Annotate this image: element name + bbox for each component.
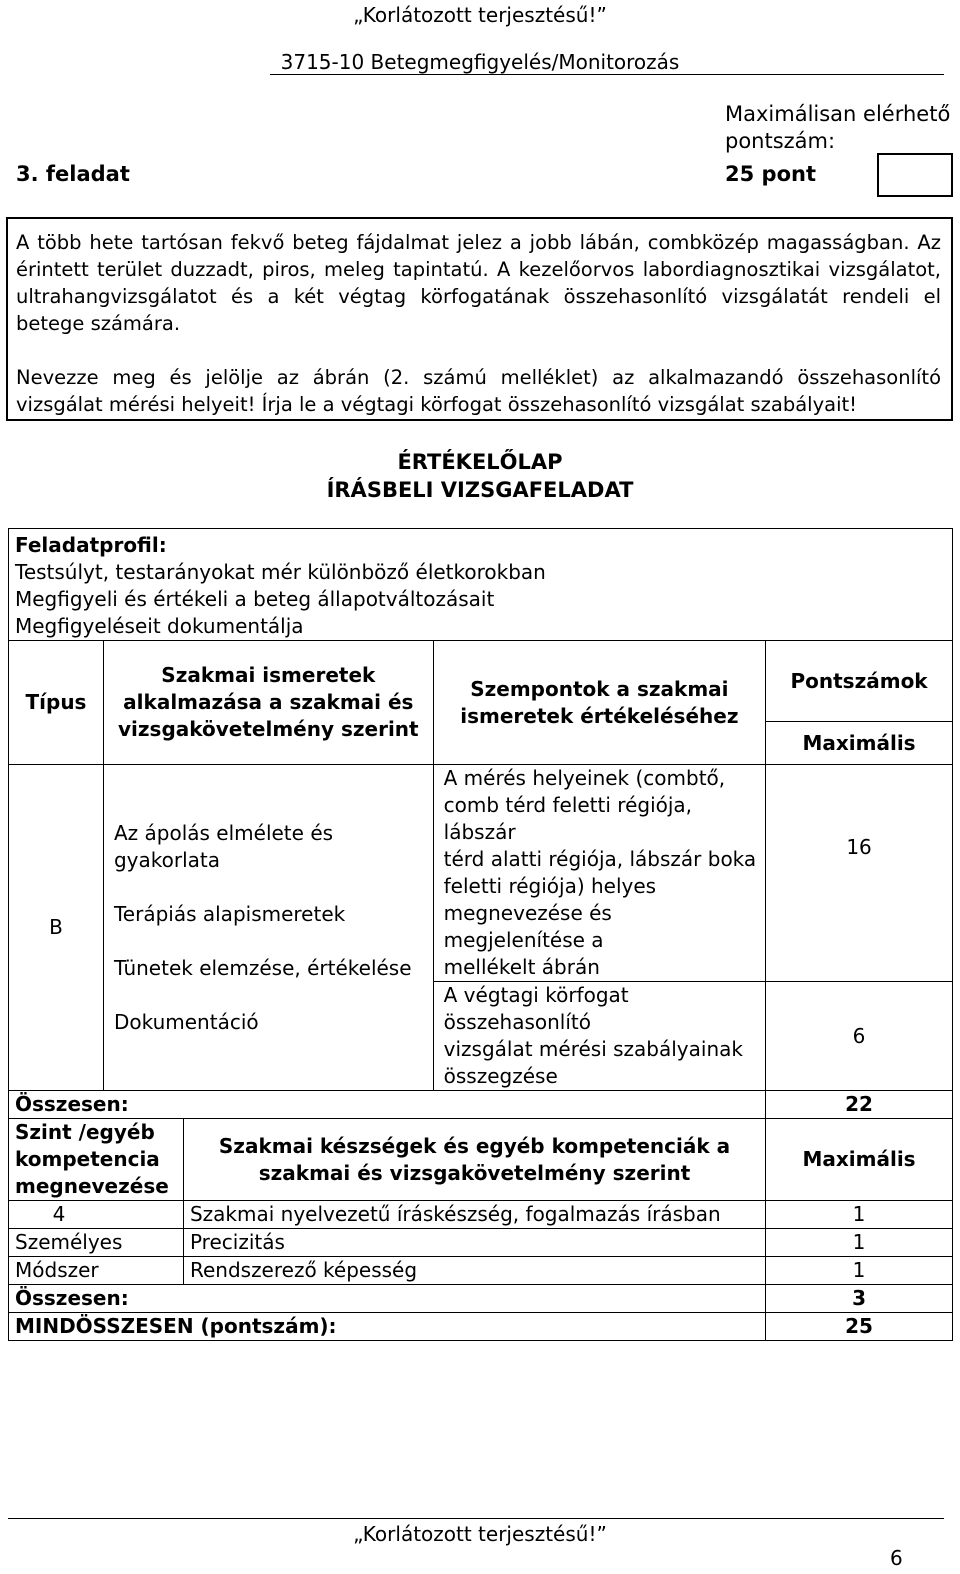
desc-line: érintett terület duzzadt, piros, meleg tapintatú. A kezelőorvos labordiagnosztikai vizsgálatot, xyxy=(16,258,941,281)
profile-row xyxy=(9,529,953,641)
skill-level: Személyes xyxy=(9,1229,184,1257)
criteria-line: comb térd feletti régiója, lábszár xyxy=(443,793,693,844)
skills-col2-line: szakmai és vizsgakövetelmény szerint xyxy=(258,1160,691,1185)
col-knowledge-line: alkalmazása a szakmai és xyxy=(123,690,414,714)
skills-col1-header xyxy=(9,1119,184,1201)
total-row-2 xyxy=(9,1285,953,1313)
skills-row xyxy=(9,1229,953,1257)
col-knowledge-header xyxy=(103,641,433,765)
task-description xyxy=(16,229,941,418)
col-criteria-header xyxy=(433,641,765,765)
skills-col3-header: Maximális xyxy=(766,1119,953,1201)
max-label-line1: Maximálisan elérhető xyxy=(725,102,951,126)
desc-line: ultrahangvizsgálatot és a két végtag körfogatának összehasonlító vizsgálatát rendeli el xyxy=(16,285,941,308)
knowledge-item: Tünetek elemzése, értékelése xyxy=(113,955,412,980)
grand-total-row xyxy=(9,1313,953,1341)
col-type-header: Típus xyxy=(9,641,104,765)
restricted-header: „Korlátozott terjesztésű!” xyxy=(353,3,607,27)
col-max-header: Maximális xyxy=(766,722,953,765)
knowledge-item: Az ápolás elmélete és xyxy=(113,820,334,845)
skill-name: Precizitás xyxy=(183,1229,765,1257)
footer-rule xyxy=(8,1518,944,1519)
criteria-line: mellékelt ábrán xyxy=(443,955,600,979)
header-rule xyxy=(270,74,944,75)
desc-line: A több hete tartósan fekvő beteg fájdalmat jelez a jobb lábán, combközép magasságban. Az xyxy=(16,231,941,254)
eval-title-2: ÍRÁSBELI VIZSGAFELADAT xyxy=(326,478,634,502)
knowledge-spacer xyxy=(114,874,427,901)
criteria-2 xyxy=(433,982,765,1091)
desc-spacer xyxy=(16,337,941,364)
knowledge-item: Dokumentáció xyxy=(113,1009,259,1034)
desc-line: Nevezze meg és jelölje az ábrán (2. számú melléklet) az alkalmazandó összehasonlító xyxy=(16,366,941,389)
desc-line: vizsgálat mérési helyeit! Írja le a végtagi körfogat összehasonlító vizsgálat szabályait! xyxy=(16,393,857,416)
knowledge-spacer xyxy=(114,928,427,955)
header-row xyxy=(9,641,953,722)
profile-item: Megfigyeléseit dokumentálja xyxy=(15,614,304,638)
total-value-1: 22 xyxy=(766,1091,953,1119)
skill-points: 1 xyxy=(766,1257,953,1285)
module-title: 3715-10 Betegmegfigyelés/Monitorozás xyxy=(280,50,680,74)
task-points: 25 pont xyxy=(725,162,816,186)
col-knowledge-line: vizsgakövetelmény szerint xyxy=(118,717,419,741)
score-box[interactable] xyxy=(877,153,953,197)
restricted-footer: „Korlátozott terjesztésű!” xyxy=(353,1522,607,1546)
skills-col2-header xyxy=(183,1119,765,1201)
col-criteria-line: Szempontok a szakmai xyxy=(470,676,729,701)
col-points-header: Pontszámok xyxy=(766,641,953,722)
grand-total-label: MINDÖSSZESEN (pontszám): xyxy=(9,1313,766,1341)
type-value: B xyxy=(9,765,104,1091)
skills-col1-line: megnevezése xyxy=(15,1174,169,1198)
col-criteria-line: ismeretek értékeléséhez xyxy=(460,703,739,728)
skill-name: Rendszerező képesség xyxy=(183,1257,765,1285)
page-number: 6 xyxy=(890,1546,903,1570)
evaluation-table xyxy=(8,528,953,1341)
max-label-line2: pontszám: xyxy=(725,129,836,153)
skills-row xyxy=(9,1201,953,1229)
eval-title-1: ÉRTÉKELŐLAP xyxy=(397,450,563,474)
criteria-row-1 xyxy=(9,765,953,982)
knowledge-spacer xyxy=(114,982,427,1009)
profile-cell xyxy=(9,529,953,641)
col-knowledge-line: Szakmai ismeretek xyxy=(161,663,376,687)
total-value-2: 3 xyxy=(766,1285,953,1313)
criteria-line: összegzése xyxy=(443,1064,558,1088)
skill-points: 1 xyxy=(766,1201,953,1229)
points-2: 6 xyxy=(766,982,953,1091)
skill-name: Szakmai nyelvezetű íráskészség, fogalmazás írásban xyxy=(183,1201,765,1229)
criteria-line: megnevezése és megjelenítése a xyxy=(443,901,612,952)
criteria-line: vizsgálat mérési szabályainak xyxy=(443,1037,743,1061)
skill-level: 4 xyxy=(9,1201,184,1229)
max-points-label xyxy=(725,101,950,155)
criteria-line: feletti régiója) helyes xyxy=(443,874,657,898)
criteria-line: A mérés helyeinek (combtő, xyxy=(443,766,726,790)
knowledge-items xyxy=(103,765,433,1091)
knowledge-item: gyakorlata xyxy=(113,847,221,872)
skills-col1-line: kompetencia xyxy=(15,1147,160,1171)
grand-total-value: 25 xyxy=(766,1313,953,1341)
skill-points: 1 xyxy=(766,1229,953,1257)
profile-label: Feladatprofil: xyxy=(15,533,167,557)
eval-sheet-title xyxy=(0,448,960,504)
skill-level: Módszer xyxy=(9,1257,184,1285)
criteria-1 xyxy=(433,765,765,982)
total-label-1: Összesen: xyxy=(9,1091,766,1119)
points-1: 16 xyxy=(766,765,953,982)
knowledge-item: Terápiás alapismeretek xyxy=(113,901,346,926)
profile-item: Testsúlyt, testarányokat mér különböző életkorokban xyxy=(15,560,546,584)
skills-row xyxy=(9,1257,953,1285)
task-title: 3. feladat xyxy=(16,162,130,186)
skills-header-row xyxy=(9,1119,953,1201)
skills-col1-line: Szint /egyéb xyxy=(15,1120,155,1144)
total-label-2: Összesen: xyxy=(9,1285,766,1313)
desc-line: betege számára. xyxy=(16,312,181,335)
criteria-line: térd alatti régiója, lábszár boka xyxy=(443,847,757,871)
criteria-line: A végtagi körfogat összehasonlító xyxy=(443,983,629,1034)
skills-col2-line: Szakmai készségek és egyéb kompetenciák a xyxy=(218,1133,731,1158)
profile-item: Megfigyeli és értékeli a beteg állapotváltozásait xyxy=(15,587,495,611)
total-row-1 xyxy=(9,1091,953,1119)
